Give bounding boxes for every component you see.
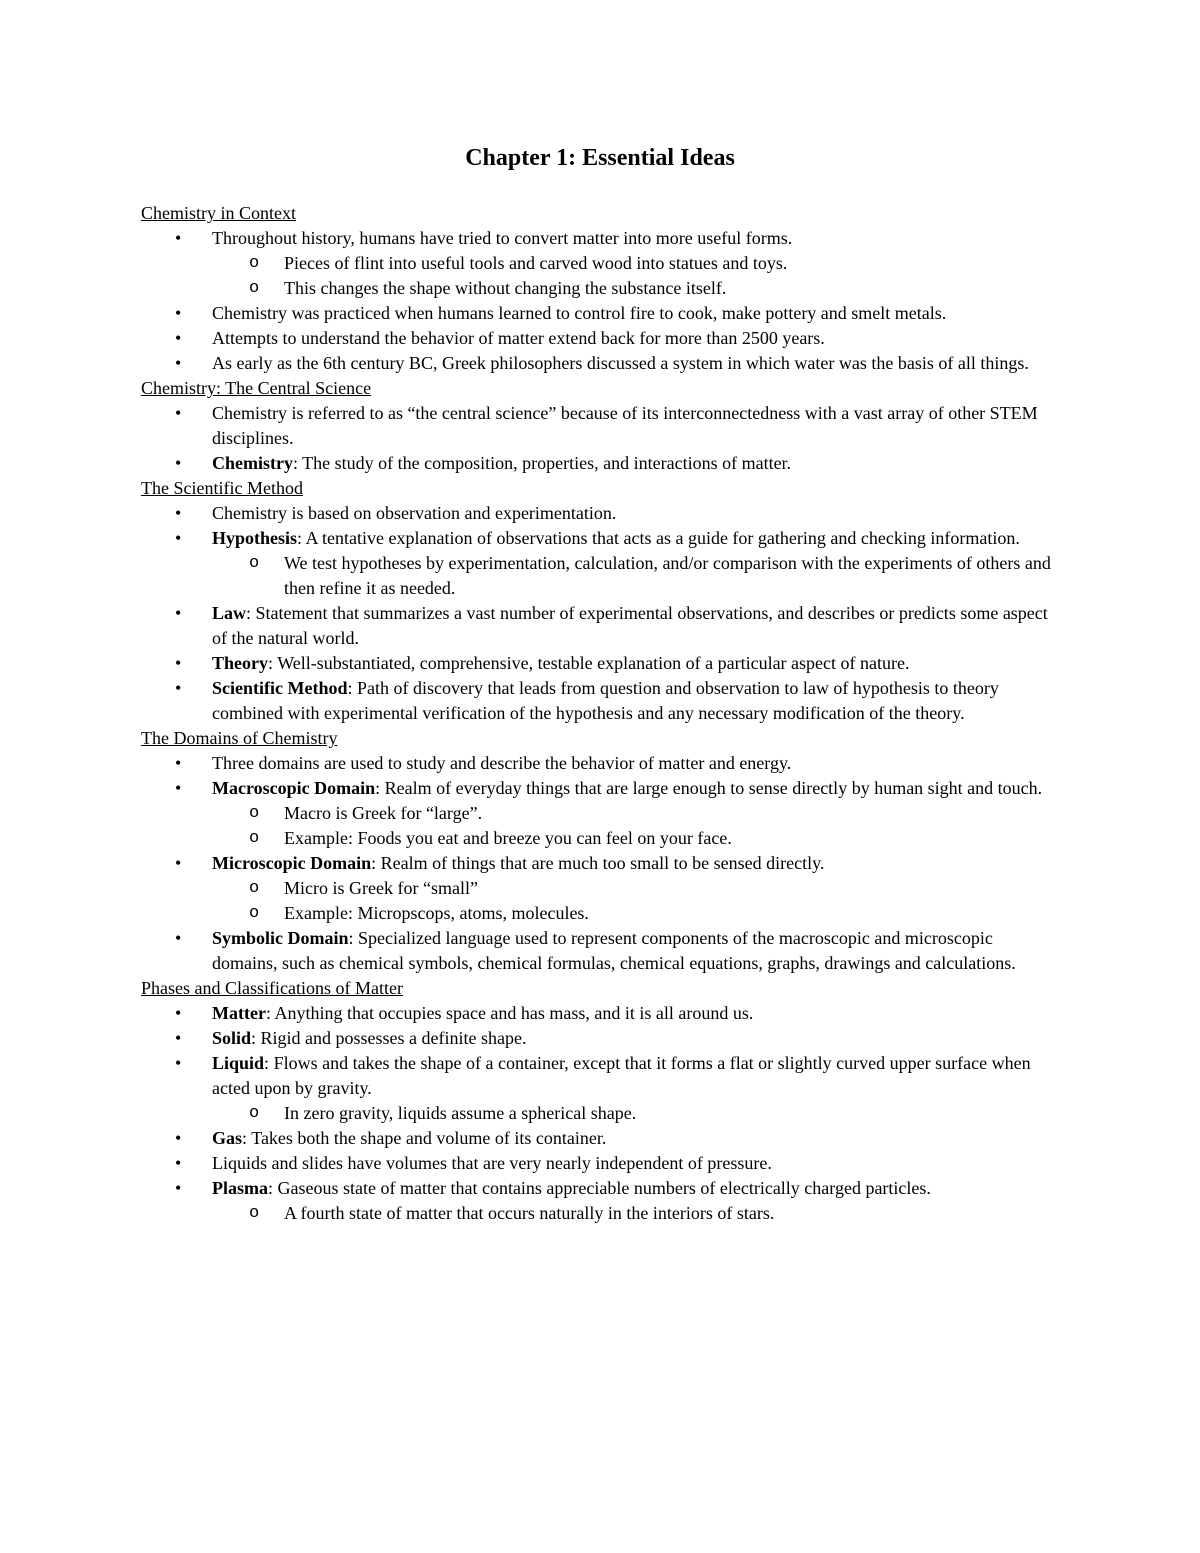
- list-item: [141, 1176, 1061, 1201]
- page-title: Chapter 1: Essential Ideas: [465, 145, 735, 171]
- item-text: Path of discovery that leads from question and observation to law of hypothesis to theory combined with experimental verification of the hypothesis and any necessary modification of the theory.: [212, 678, 999, 723]
- sub-list-item: [141, 276, 1061, 301]
- item-text: We test hypotheses by experimentation, calculation, and/or comparison with the experiments of others and then refine it as needed.: [284, 553, 1051, 598]
- term-separator: :: [268, 653, 274, 673]
- list-item: [141, 1026, 1061, 1051]
- section-heading: The Scientific Method: [141, 478, 303, 498]
- list-item: [141, 851, 1061, 876]
- sub-bullet-icon: o: [249, 279, 260, 298]
- bullet-icon: •: [175, 603, 182, 623]
- item-text: A fourth state of matter that occurs naturally in the interiors of stars.: [284, 1203, 775, 1223]
- section-heading: Phases and Classifications of Matter: [141, 978, 403, 998]
- term-separator: :: [246, 603, 252, 623]
- term-separator: :: [264, 1053, 270, 1073]
- bullet-icon: •: [175, 1128, 182, 1148]
- item-text: Gaseous state of matter that contains appreciable numbers of electrically charged particles.: [273, 1178, 931, 1198]
- item-text: Rigid and possesses a definite shape.: [256, 1028, 527, 1048]
- term: Theory: [212, 653, 268, 673]
- item-text: Throughout history, humans have tried to convert matter into more useful forms.: [212, 228, 793, 248]
- bullet-icon: •: [175, 503, 182, 523]
- item-text: Realm of everyday things that are large enough to sense directly by human sight and touch.: [380, 778, 1043, 798]
- item-text: This changes the shape without changing the substance itself.: [284, 278, 727, 298]
- item-text: Realm of things that are much too small to be sensed directly.: [376, 853, 825, 873]
- section-heading: Chemistry in Context: [141, 203, 296, 223]
- item-text: In zero gravity, liquids assume a spherical shape.: [284, 1103, 637, 1123]
- bullet-icon: •: [175, 778, 182, 798]
- term: Chemistry: [212, 453, 293, 473]
- list-item: [141, 401, 1061, 451]
- list-item: [141, 226, 1061, 251]
- term-separator: :: [375, 778, 381, 798]
- bullet-icon: •: [175, 328, 182, 348]
- bullet-icon: •: [175, 928, 182, 948]
- item-text: Chemistry is referred to as “the central science” because of its interconnectedness with a vast array of other STEM disciplines.: [212, 403, 1038, 448]
- sub-bullet-icon: o: [249, 904, 260, 923]
- bullet-icon: •: [175, 1003, 182, 1023]
- bullet-icon: •: [175, 303, 182, 323]
- sub-list-item: [141, 876, 1061, 901]
- term-separator: :: [242, 1128, 248, 1148]
- bullet-icon: •: [175, 753, 182, 773]
- bullet-icon: •: [175, 528, 182, 548]
- bullet-icon: •: [175, 1053, 182, 1073]
- sub-bullet-icon: o: [249, 554, 260, 573]
- list-item: [141, 326, 1061, 351]
- term-separator: :: [251, 1028, 257, 1048]
- sub-bullet-icon: o: [249, 1204, 260, 1223]
- term-separator: :: [292, 453, 298, 473]
- item-text: Three domains are used to study and describe the behavior of matter and energy.: [212, 753, 792, 773]
- list-item: [141, 601, 1061, 651]
- list-item: [141, 926, 1061, 976]
- term-separator: :: [348, 928, 354, 948]
- list-item: [141, 351, 1061, 376]
- term-separator: :: [297, 528, 303, 548]
- bullet-icon: •: [175, 403, 182, 423]
- term-separator: :: [265, 1003, 271, 1023]
- sub-list-item: [141, 1101, 1061, 1126]
- bullet-icon: •: [175, 353, 182, 373]
- sub-list-item: [141, 551, 1061, 601]
- bullet-icon: •: [175, 1153, 182, 1173]
- item-text: Liquids and slides have volumes that are very nearly independent of pressure.: [212, 1153, 772, 1173]
- list-item: [141, 526, 1061, 551]
- bullet-icon: •: [175, 678, 182, 698]
- term-separator: :: [371, 853, 377, 873]
- item-text: Macro is Greek for “large”.: [284, 803, 483, 823]
- term: Gas: [212, 1128, 243, 1148]
- list-item: [141, 776, 1061, 801]
- list-item: [141, 1051, 1061, 1101]
- item-text: Chemistry was practiced when humans learned to control fire to cook, make pottery and smelt metals.: [212, 303, 947, 323]
- term: Macroscopic Domain: [212, 778, 376, 798]
- item-text: A tentative explanation of observations that acts as a guide for gathering and checking information.: [302, 528, 1020, 548]
- bullet-icon: •: [175, 1028, 182, 1048]
- section-heading: The Domains of Chemistry: [141, 728, 338, 748]
- sub-list-item: [141, 801, 1061, 826]
- item-text: Specialized language used to represent components of the macroscopic and microscopic domains, such as chemical symbols, chemical formulas, chemical equations, graphs, drawings and calculations.: [212, 928, 1016, 973]
- item-text: Takes both the shape and volume of its container.: [247, 1128, 607, 1148]
- sub-bullet-icon: o: [249, 879, 260, 898]
- list-item: [141, 1001, 1061, 1026]
- sub-bullet-icon: o: [249, 254, 260, 273]
- term: Microscopic Domain: [212, 853, 372, 873]
- item-text: Statement that summarizes a vast number of experimental observations, and describes or predicts some aspect of the natural world.: [212, 603, 1048, 648]
- sub-bullet-icon: o: [249, 804, 260, 823]
- term: Hypothesis: [212, 528, 298, 548]
- item-text: Pieces of flint into useful tools and carved wood into statues and toys.: [284, 253, 788, 273]
- list-item: [141, 451, 1061, 476]
- item-text: Example: Micropscops, atoms, molecules.: [284, 903, 589, 923]
- item-text: Example: Foods you eat and breeze you can feel on your face.: [284, 828, 732, 848]
- item-text: Well-substantiated, comprehensive, testable explanation of a particular aspect of nature.: [273, 653, 910, 673]
- bullet-icon: •: [175, 853, 182, 873]
- term: Liquid: [212, 1053, 265, 1073]
- list-item: [141, 751, 1061, 776]
- item-text: Anything that occupies space and has mass, and it is all around us.: [270, 1003, 754, 1023]
- term: Solid: [212, 1028, 252, 1048]
- sub-list-item: [141, 901, 1061, 926]
- term-separator: :: [268, 1178, 274, 1198]
- list-item: [141, 501, 1061, 526]
- bullet-icon: •: [175, 653, 182, 673]
- list-item: [141, 301, 1061, 326]
- item-text: Flows and takes the shape of a container, except that it forms a flat or slightly curved upper surface when acted upon by gravity.: [212, 1053, 1031, 1098]
- bullet-icon: •: [175, 453, 182, 473]
- term: Law: [212, 603, 247, 623]
- sub-bullet-icon: o: [249, 1104, 260, 1123]
- list-item: [141, 676, 1061, 726]
- term: Plasma: [212, 1178, 268, 1198]
- sub-bullet-icon: o: [249, 829, 260, 848]
- list-item: [141, 651, 1061, 676]
- section-heading: Chemistry: The Central Science: [141, 378, 372, 398]
- notes-body: [141, 201, 1061, 1226]
- sub-list-item: [141, 826, 1061, 851]
- item-text: The study of the composition, properties, and interactions of matter.: [298, 453, 792, 473]
- item-text: As early as the 6th century BC, Greek philosophers discussed a system in which water was the basis of all things.: [212, 353, 1029, 373]
- term: Symbolic Domain: [212, 928, 349, 948]
- bullet-icon: •: [175, 228, 182, 248]
- list-item: [141, 1126, 1061, 1151]
- item-text: Micro is Greek for “small”: [284, 878, 478, 898]
- term: Scientific Method: [212, 678, 348, 698]
- bullet-icon: •: [175, 1178, 182, 1198]
- sub-list-item: [141, 1201, 1061, 1226]
- list-item: [141, 1151, 1061, 1176]
- sub-list-item: [141, 251, 1061, 276]
- item-text: Chemistry is based on observation and experimentation.: [212, 503, 617, 523]
- term-separator: :: [347, 678, 353, 698]
- item-text: Attempts to understand the behavior of matter extend back for more than 2500 years.: [212, 328, 825, 348]
- term: Matter: [212, 1003, 266, 1023]
